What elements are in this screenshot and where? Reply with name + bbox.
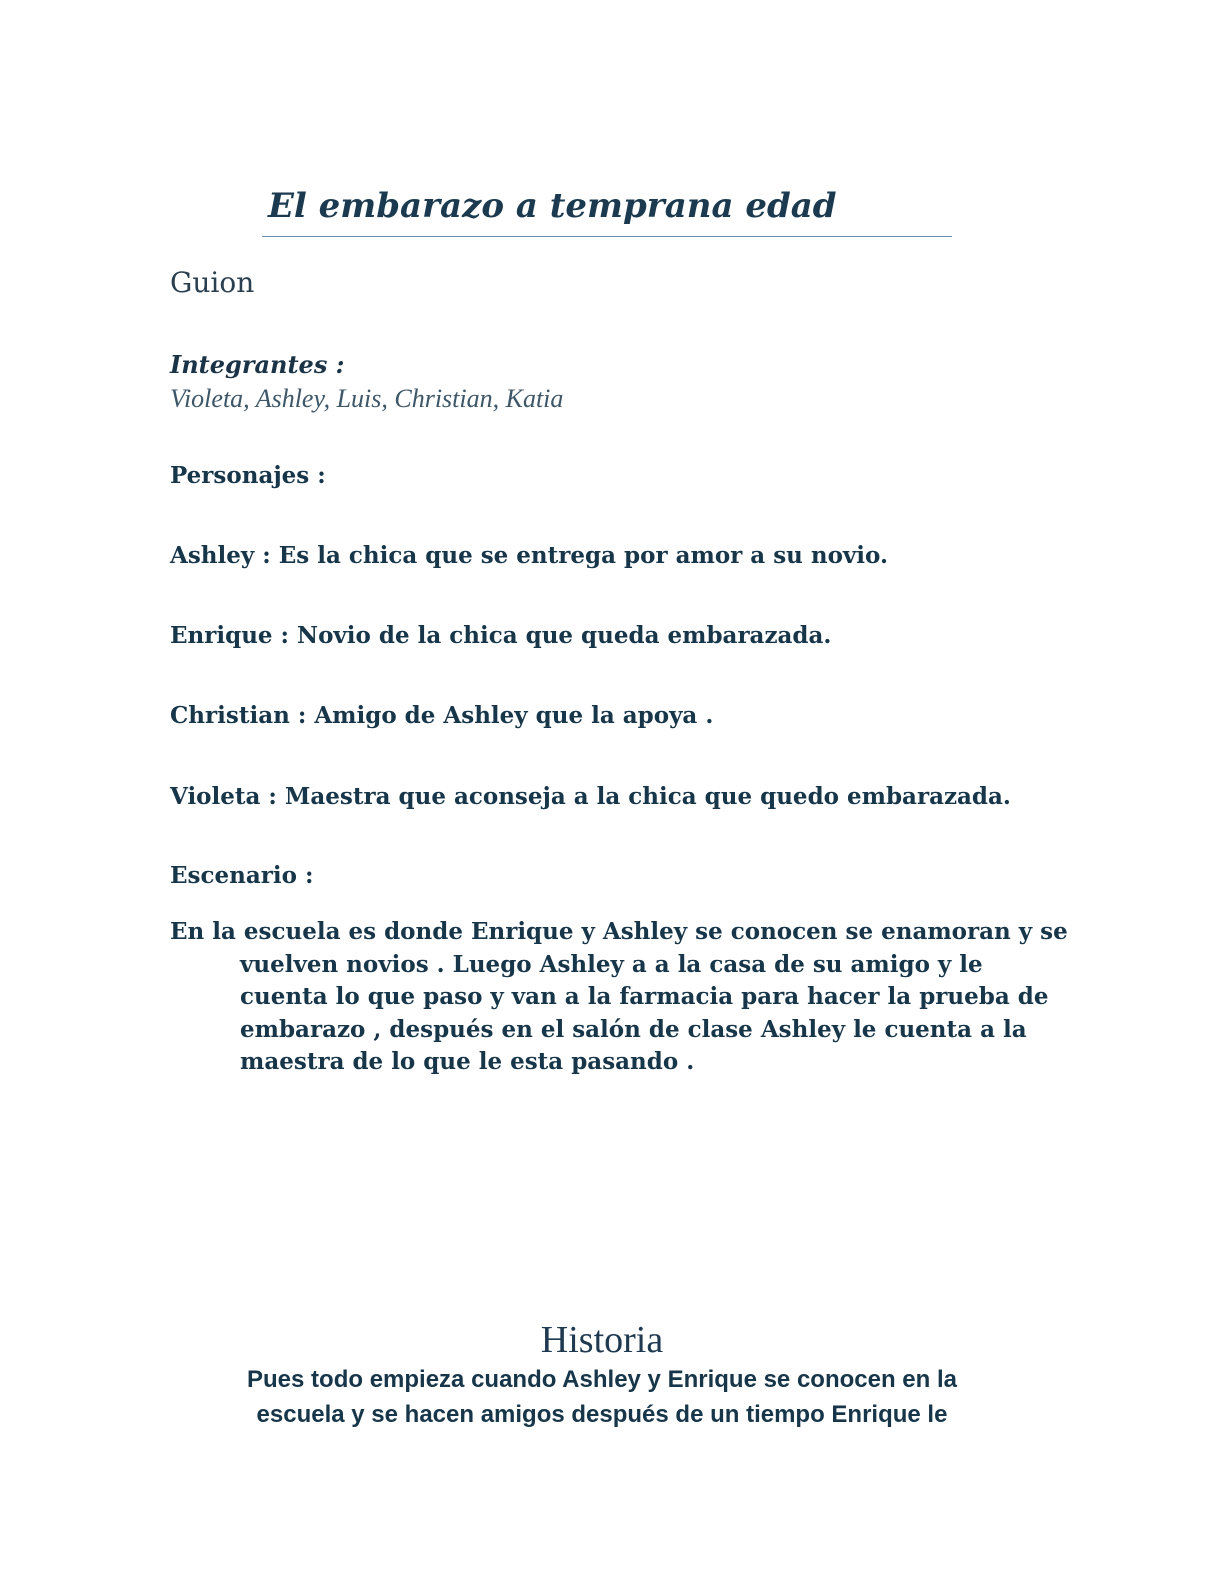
scenario-line: vuelven novios . Luego Ashley a a la casa de su amigo y le — [240, 950, 983, 978]
document-subtitle: Guion — [170, 266, 255, 299]
character-christian: Christian : Amigo de Ashley que la apoya . — [170, 702, 714, 729]
character-ashley: Ashley : Es la chica que se entrega por amor a su novio. — [170, 542, 888, 569]
title-underline — [262, 236, 952, 237]
scenario-label: Escenario : — [170, 862, 314, 889]
scenario-line: En la escuela es donde Enrique y Ashley se conocen se enamoran y se — [170, 918, 1068, 945]
document-title: El embarazo a temprana edad — [268, 186, 837, 226]
characters-label: Personajes : — [170, 462, 326, 489]
story-heading: Historia — [540, 1319, 664, 1361]
members-label: Integrantes : — [170, 350, 345, 379]
story-paragraph — [150, 1362, 1054, 1432]
scenario-line: embarazo , después en el salón de clase Ashley le cuenta a la — [240, 1015, 1027, 1043]
members-list: Violeta, Ashley, Luis, Christian, Katia — [170, 384, 564, 413]
scenario-line: cuenta lo que paso y van a la farmacia para hacer la prueba de — [240, 983, 1049, 1010]
scenario-paragraph — [170, 916, 1068, 1079]
character-violeta: Violeta : Maestra que aconseja a la chica que quedo embarazada. — [170, 783, 1011, 810]
scenario-line: maestra de lo que le esta pasando . — [240, 1048, 695, 1075]
story-line: escuela y se hacen amigos después de un tiempo Enrique le — [256, 1401, 948, 1428]
story-line: Pues todo empieza cuando Ashley y Enrique se conocen en la — [247, 1366, 957, 1393]
character-enrique: Enrique : Novio de la chica que queda embarazada. — [170, 622, 832, 649]
